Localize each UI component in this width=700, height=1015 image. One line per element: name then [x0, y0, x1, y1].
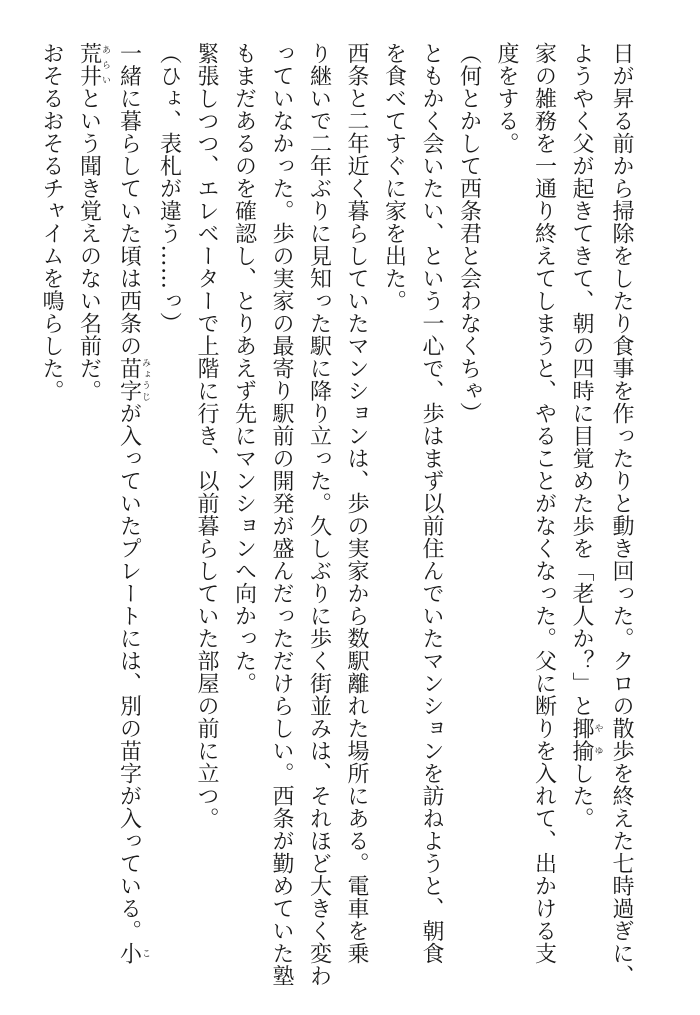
text-line-15-body: という聞き覚えのない名前だ。: [76, 87, 102, 402]
text-line-13: （ひょ、表札が違う……っ）: [156, 42, 182, 335]
text-line-11: もまだあるのを確認し、とりあえず先にマンションへ向かった。: [231, 42, 257, 695]
text-line-3: 家の雑務を一通り終えてしまうと、やることがなくなった。父に断りを入れて、出かける支: [531, 42, 557, 965]
text-line-16: おそるおそるチャイムを鳴らした。: [39, 42, 64, 402]
text-line-9: り継いで二年ぶりに見知った駅に降り立った。久しぶりに歩く街並みは、それほど大きく変わ: [306, 42, 332, 987]
text-line-4: 度をする。: [494, 42, 519, 155]
text-line-2-body: ようやく父が起きてきて、朝の四時に目覚めた歩を「老人か？」と: [569, 42, 594, 717]
text-line-6: ともかく会いたい、という一心で、歩はまず以前住んでいたマンションを訪ねようと、朝食: [419, 42, 444, 965]
text-line-14-c: が入っている。: [116, 784, 142, 942]
text-line-2-tail: した。: [569, 762, 594, 830]
text-line-14: [110, 42, 150, 977]
ruby-yayu: 揶揄やゆ: [569, 717, 603, 762]
text-line-2: [563, 42, 603, 977]
text-line-14-b: が入っていたプレートには、別の: [116, 402, 142, 740]
text-line-8: 西条と二年近く暮らしていたマンションは、歩の実家から数駅離れた場所にある。電車を乗: [344, 42, 369, 965]
text-line-15: [70, 42, 110, 977]
text-line-14-a: 一緒に暮らしていた頃は西条の: [116, 42, 142, 357]
text-line-5: （何とかして西条君と会わなくちゃ）: [456, 42, 482, 425]
text-line-12: 緊張しつつ、エレベーターで上階に行き、以前暮らしていた部屋の前に立つ。: [194, 42, 219, 830]
ruby-arai: 荒井あらい: [76, 42, 110, 87]
text-line-1: 日が昇る前から掃除をしたり食事を作ったりと動き回った。クロの散歩を終えた七時過ぎに、: [609, 42, 634, 987]
text-line-14-myouji: 苗字: [116, 739, 142, 785]
text-line-10: っていなかった。歩の実家の最寄り駅前の開発が盛んだっただけらしい。西条が勤めていた塾: [269, 42, 294, 987]
vertical-text-body: [33, 42, 641, 987]
text-line-7: を食べてすぐに家を出た。: [381, 42, 407, 312]
ruby-ko: 小こ: [116, 942, 150, 965]
ruby-myouji: 苗字みょうじ: [116, 357, 150, 402]
